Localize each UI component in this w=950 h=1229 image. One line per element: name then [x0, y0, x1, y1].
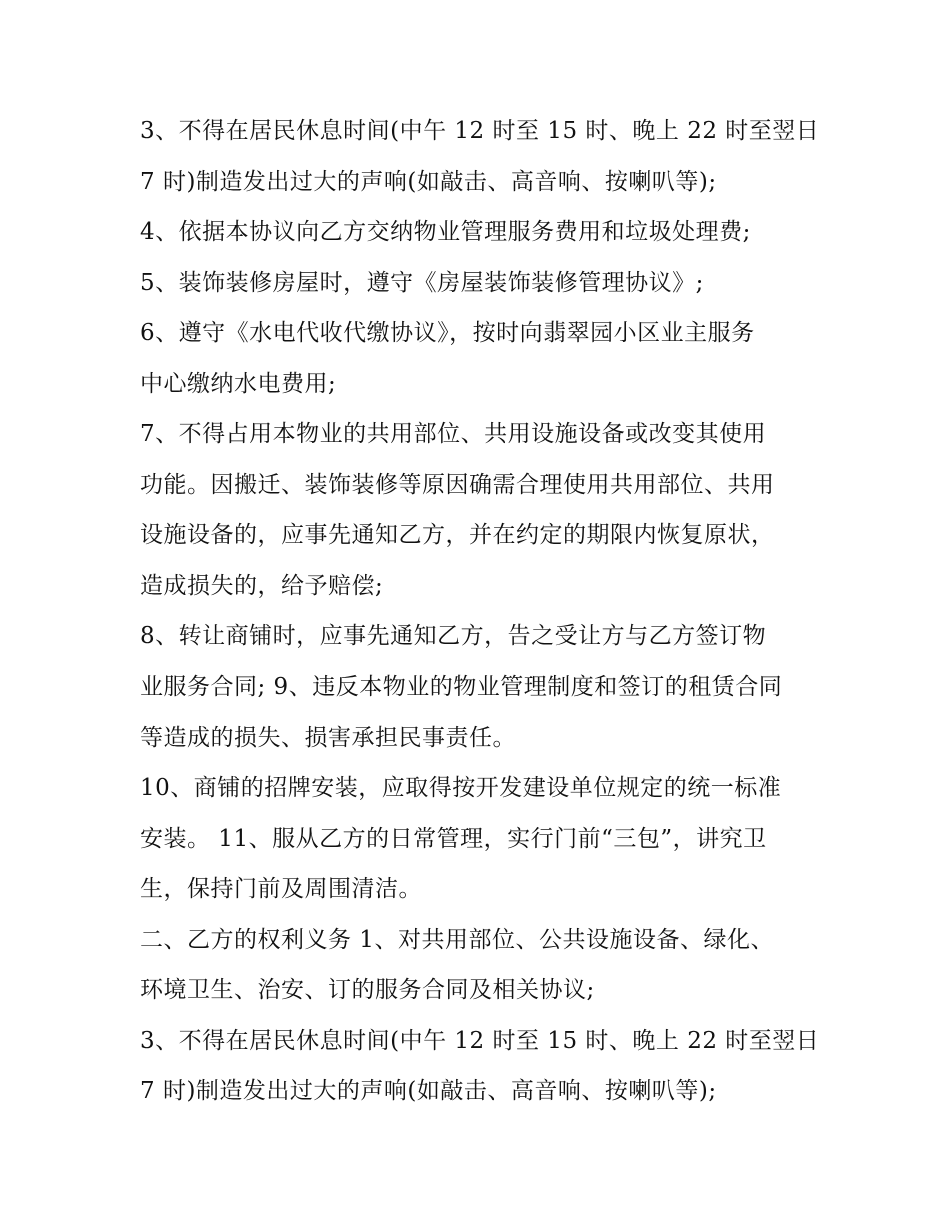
text-line: 10、商铺的招牌安装，应取得按开发建设单位规定的统一标准 — [140, 775, 782, 802]
text-line: 生，保持门前及周围清洁。 — [140, 876, 422, 903]
text-line: 3、不得在居民休息时间(中午 12 时至 15 时、晚上 22 时至翌日 — [140, 118, 820, 144]
text-line: 4、依据本协议向乙方交纳物业管理服务费用和垃圾处理费; — [140, 219, 751, 246]
text-line: 业服务合同; 9、违反本物业的物业管理制度和签订的租赁合同 — [140, 674, 783, 701]
text-line: 造成损失的，给予赔偿; — [140, 572, 384, 599]
text-line: 安装。 11、服从乙方的日常管理，实行门前“三包”，讲究卫 — [140, 825, 767, 852]
text-line: 环境卫生、治安、订的服务合同及相关协议; — [140, 977, 595, 1004]
text-line: 二、乙方的权利义务 1、对共用部位、公共设施设备、绿化、 — [140, 926, 774, 953]
document-page — [140, 112, 840, 1123]
text-line: 功能。因搬迁、装饰装修等原因确需合理使用共用部位、共用 — [140, 471, 775, 498]
text-line: 中心缴纳水电费用; — [140, 370, 337, 397]
text-line: 等造成的损失、损害承担民事责任。 — [140, 724, 516, 751]
text-line: 3、不得在居民休息时间(中午 12 时至 15 时、晚上 22 时至翌日 — [140, 1027, 820, 1054]
text-line: 7 时)制造发出过大的声响(如敲击、高音响、按喇叭等); — [140, 1078, 717, 1105]
text-line: 5、装饰装修房屋时，遵守《房屋装饰装修管理协议》; — [140, 269, 704, 296]
text-line: 6、遵守《水电代收代缴协议》，按时向翡翠园小区业主服务 — [140, 320, 755, 347]
text-line: 8、转让商铺时，应事先通知乙方，告之受让方与乙方签订物 — [140, 623, 767, 650]
text-line: 7、不得占用本物业的共用部位、共用设施设备或改变其使用 — [140, 421, 767, 448]
text-line: 7 时)制造发出过大的声响(如敲击、高音响、按喇叭等); — [140, 168, 717, 195]
text-line: 设施设备的，应事先通知乙方，并在约定的期限内恢复原状， — [140, 522, 775, 549]
